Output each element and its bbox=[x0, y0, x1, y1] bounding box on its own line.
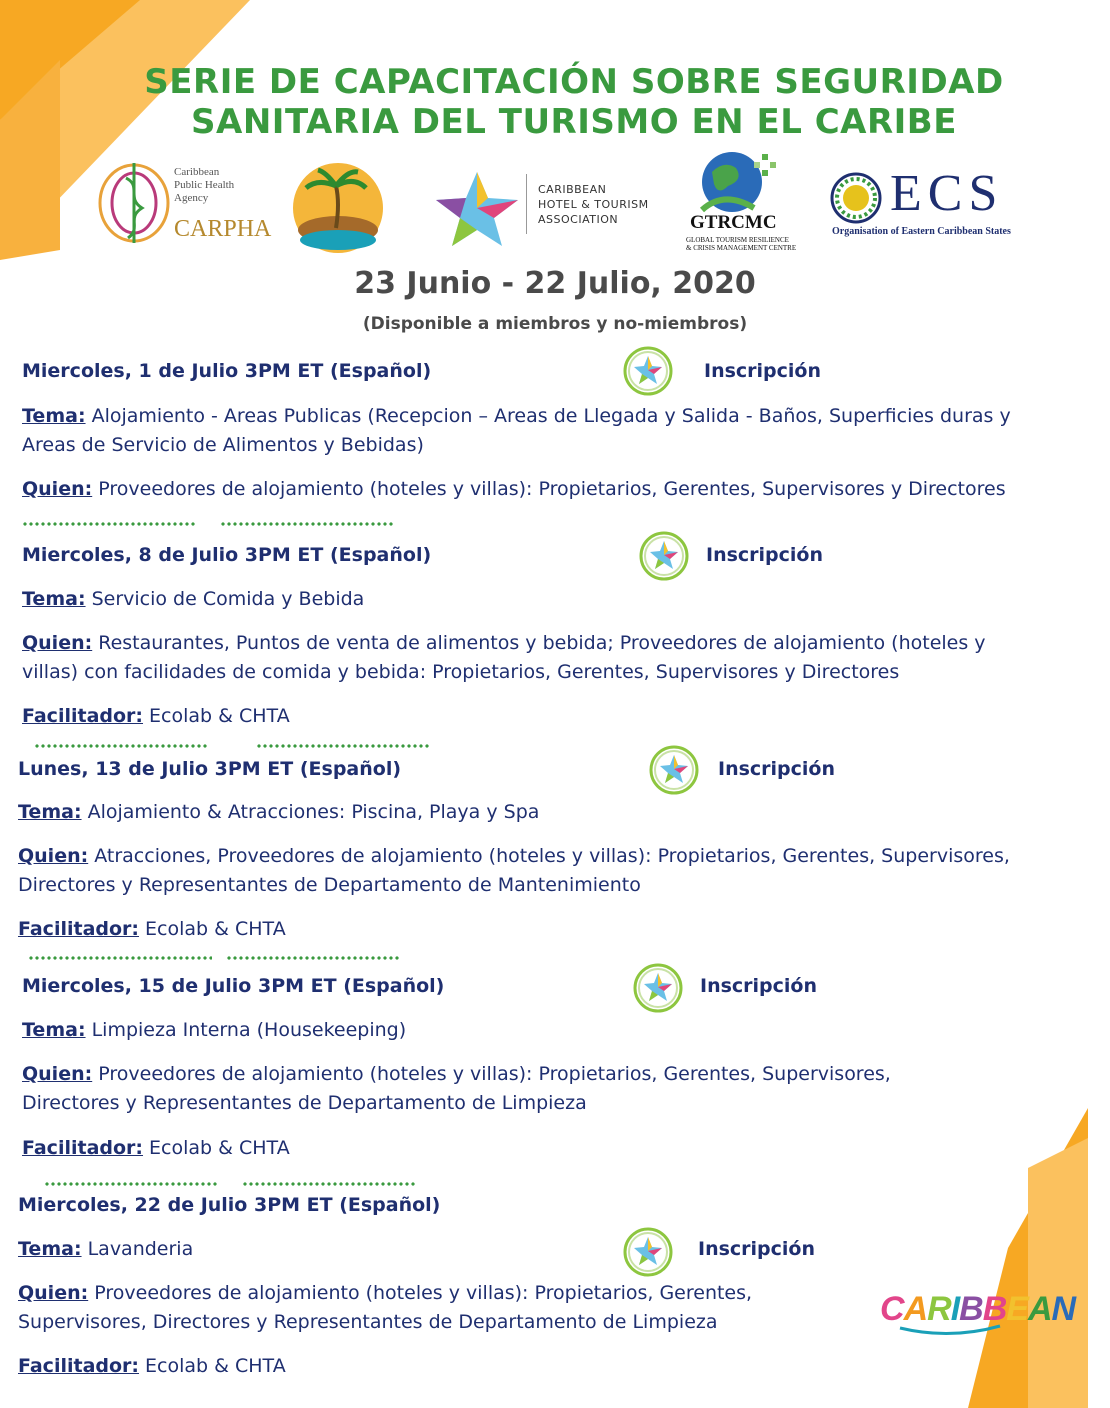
quien-label: Quien: bbox=[22, 632, 93, 654]
session-5-tema bbox=[18, 1235, 578, 1264]
globe-icon bbox=[684, 150, 804, 220]
session-2-facilitador-text: Ecolab & CHTA bbox=[143, 705, 290, 727]
session-5-facilitador bbox=[18, 1352, 618, 1381]
session-3-tema-text: Alojamiento & Atracciones: Piscina, Playa y Spa bbox=[81, 801, 540, 823]
title-line-1: SERIE DE CAPACITACIÓN SOBRE SEGURIDAD bbox=[144, 62, 1004, 102]
title-line-2: SANITARIA DEL TURISMO EN EL CARIBE bbox=[191, 102, 957, 142]
quien-label: Quien: bbox=[22, 478, 93, 500]
chta-badge-icon[interactable] bbox=[624, 1228, 672, 1276]
session-1-tema bbox=[22, 402, 1062, 460]
quien-label: Quien: bbox=[18, 845, 89, 867]
session-5-inscripcion-link[interactable]: Inscripción bbox=[698, 1238, 816, 1260]
gtrcmc-line-2: & CRISIS MANAGEMENT CENTRE bbox=[686, 244, 797, 252]
session-5-tema-text: Lavanderia bbox=[81, 1238, 194, 1260]
carpha-line-3: Agency bbox=[174, 192, 209, 204]
session-4-quien-text-2: Directores y Representantes de Departamento de Limpieza bbox=[22, 1092, 587, 1114]
session-2-facilitador bbox=[22, 702, 622, 731]
facilitador-label: Facilitador: bbox=[22, 1137, 144, 1159]
divider-2 bbox=[34, 744, 434, 750]
quien-label: Quien: bbox=[18, 1282, 89, 1304]
quien-label: Quien: bbox=[22, 1063, 93, 1085]
session-2-quien-text-2: villas) con facilidades de comida y bebida: Propietarios, Gerentes, Supervisores y Directores bbox=[22, 661, 900, 683]
session-4-tema-text: Limpieza Interna (Housekeeping) bbox=[85, 1019, 407, 1041]
session-2-tema-text: Servicio de Comida y Bebida bbox=[85, 588, 365, 610]
session-4-quien bbox=[22, 1060, 1072, 1118]
tema-label: Tema: bbox=[22, 405, 86, 427]
carpha-line-2: Public Health bbox=[174, 179, 235, 191]
carpha-line-1: Caribbean bbox=[174, 166, 220, 178]
session-4-facilitador-text: Ecolab & CHTA bbox=[143, 1137, 290, 1159]
session-3-inscripcion-link[interactable]: Inscripción bbox=[718, 758, 836, 780]
carpha-logo bbox=[94, 158, 272, 248]
tema-label: Tema: bbox=[18, 1238, 82, 1260]
session-3-facilitador bbox=[18, 915, 618, 944]
carpha-emblem-icon bbox=[94, 158, 174, 248]
session-1-quien bbox=[22, 475, 1072, 504]
session-4-header: Miercoles, 15 de Julio 3PM ET (Español) bbox=[22, 975, 445, 997]
page-title bbox=[60, 62, 1088, 142]
corner-bottom-right bbox=[968, 1108, 1088, 1408]
session-1-tema-text: Alojamiento - Areas Publicas (Recepcion – Areas de Llegada y Salida - Baños, Superficies duras y bbox=[85, 405, 1011, 427]
facilitador-label: Facilitador: bbox=[18, 918, 140, 940]
session-5-quien bbox=[18, 1279, 858, 1337]
chta-logo bbox=[432, 168, 662, 248]
availability-note: (Disponible a miembros y no-miembros) bbox=[362, 314, 748, 334]
chta-star-icon bbox=[432, 168, 522, 248]
session-5-quien-text: Proveedores de alojamiento (hoteles y villas): Propietarios, Gerentes, bbox=[88, 1282, 753, 1304]
tema-label: Tema: bbox=[22, 1019, 86, 1041]
session-3-quien-text: Atracciones, Proveedores de alojamiento (hoteles y villas): Propietarios, Gerentes, Supervisores, bbox=[88, 845, 1010, 867]
oecs-subtitle: Organisation of Eastern Caribbean States bbox=[832, 226, 1011, 237]
session-2-tema bbox=[22, 585, 1062, 614]
chta-badge-icon[interactable] bbox=[640, 532, 688, 580]
chta-badge-icon[interactable] bbox=[650, 746, 698, 794]
session-4-quien-text: Proveedores de alojamiento (hoteles y villas): Propietarios, Gerentes, Supervisores, bbox=[92, 1063, 891, 1085]
chta-line-2: HOTEL & TOURISM bbox=[538, 198, 649, 211]
gtrcmc-line-1: GLOBAL TOURISM RESILIENCE bbox=[686, 236, 789, 244]
oecs-name: ECS bbox=[890, 165, 1004, 222]
tema-label: Tema: bbox=[22, 588, 86, 610]
divider-4 bbox=[44, 1182, 424, 1188]
session-3-header: Lunes, 13 de Julio 3PM ET (Español) bbox=[18, 758, 402, 780]
carpha-name: CARPHA bbox=[174, 216, 272, 242]
session-2-quien bbox=[22, 629, 1072, 687]
sun-icon bbox=[830, 172, 882, 224]
palm-tree-icon bbox=[278, 158, 398, 258]
session-2-inscripcion-link[interactable]: Inscripción bbox=[706, 544, 824, 566]
tema-label: Tema: bbox=[18, 801, 82, 823]
session-4-tema bbox=[22, 1016, 1062, 1045]
session-3-quien-text-2: Directores y Representantes de Departamento de Mantenimiento bbox=[18, 874, 641, 896]
caribbean-wordmark-icon bbox=[880, 1282, 1076, 1342]
facilitador-label: Facilitador: bbox=[22, 705, 144, 727]
session-5-quien-text-2: Supervisores, Directores y Representantes de Departamento de Limpieza bbox=[18, 1311, 718, 1333]
session-5-header: Miercoles, 22 de Julio 3PM ET (Español) bbox=[18, 1194, 441, 1216]
session-1-inscripcion-link[interactable]: Inscripción bbox=[704, 360, 822, 382]
chta-line-1: CARIBBEAN bbox=[538, 183, 607, 196]
cto-logo bbox=[278, 158, 398, 258]
divider-1 bbox=[22, 522, 402, 528]
chta-line-3: ASSOCIATION bbox=[538, 213, 619, 226]
session-3-quien bbox=[18, 842, 1078, 900]
session-2-quien-text: Restaurantes, Puntos de venta de alimentos y bebida; Proveedores de alojamiento (hoteles y bbox=[92, 632, 986, 654]
session-1-tema-text-2: Areas de Servicio de Alimentos y Bebidas) bbox=[22, 434, 424, 456]
session-4-facilitador bbox=[22, 1134, 622, 1163]
svg-text:CARIBBEAN: CARIBBEAN bbox=[880, 1290, 1076, 1328]
session-4-inscripcion-link[interactable]: Inscripción bbox=[700, 975, 818, 997]
caribbean-logo bbox=[880, 1282, 1076, 1342]
gtrcmc-logo bbox=[684, 150, 804, 258]
session-1-quien-text: Proveedores de alojamiento (hoteles y villas): Propietarios, Gerentes, Supervisores y Directores bbox=[92, 478, 1006, 500]
divider-3 bbox=[28, 956, 408, 962]
facilitador-label: Facilitador: bbox=[18, 1355, 140, 1377]
session-3-tema bbox=[18, 798, 1058, 827]
session-2-header: Miercoles, 8 de Julio 3PM ET (Español) bbox=[22, 544, 432, 566]
session-3-facilitador-text: Ecolab & CHTA bbox=[139, 918, 286, 940]
session-5-facilitador-text: Ecolab & CHTA bbox=[139, 1355, 286, 1377]
chta-badge-icon[interactable] bbox=[634, 964, 682, 1012]
session-1-header: Miercoles, 1 de Julio 3PM ET (Español) bbox=[22, 360, 432, 382]
date-range: 23 Junio - 22 Julio, 2020 bbox=[354, 266, 756, 301]
gtrcmc-name: GTRCMC bbox=[690, 212, 777, 233]
chta-badge-icon[interactable] bbox=[624, 347, 672, 395]
oecs-logo bbox=[830, 165, 1030, 240]
